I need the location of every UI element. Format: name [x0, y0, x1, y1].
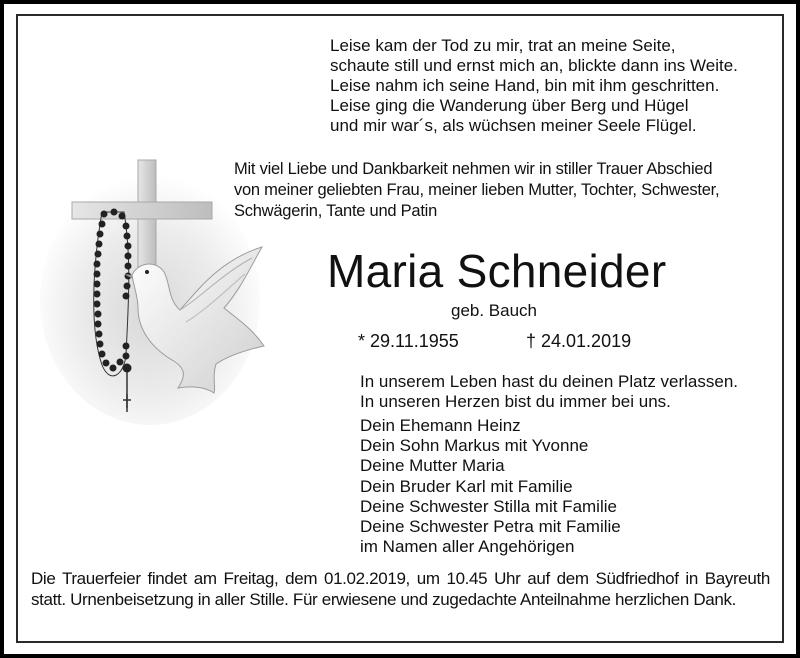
mourner-line: im Namen aller Angehörigen — [360, 537, 575, 557]
poem-line: Leise kam der Tod zu mir, trat an meine Seite, — [330, 36, 676, 55]
farewell-intro — [234, 159, 719, 222]
poem-line: Leise nahm ich seine Hand, bin mit ihm geschritten. — [330, 76, 720, 95]
mourner-line: Deine Schwester Stilla mit Familie — [360, 496, 617, 516]
intro-line: Schwägerin, Tante und Patin — [234, 202, 438, 220]
poem-line: und mir war´s, als wüchsen meiner Seele Flügel. — [330, 116, 697, 135]
poem — [330, 36, 738, 136]
mourner-line: Dein Ehemann Heinz — [360, 416, 521, 435]
mourner-line: Deine Mutter Maria — [360, 456, 505, 476]
maiden-name: geb. Bauch — [451, 301, 538, 320]
death-date: † 24.01.2019 — [526, 331, 632, 351]
mourner-line: Deine Schwester Petra mit Familie — [360, 517, 621, 537]
quote-line: In unseren Herzen bist du immer bei uns. — [360, 392, 671, 411]
mourner-line: Dein Bruder Karl mit Familie — [360, 476, 573, 496]
funeral-service-notice: Die Trauerfeier findet am Freitag, dem 01.02.2019, um 10.45 Uhr auf dem Südfriedhof in Bayreuth statt. Urnenbeisetzung in aller Stille. Für erwiesene und zugedachte Anteilnahme herzlichen Dank. — [31, 569, 770, 609]
mourner-line: Dein Sohn Markus mit Yvonne — [360, 436, 589, 456]
memorial-quote — [360, 372, 738, 412]
intro-line: Mit viel Liebe und Dankbarkeit nehmen wir in stiller Trauer Abschied — [234, 160, 713, 178]
mourners-list — [360, 416, 621, 557]
intro-line: von meiner geliebten Frau, meiner lieben Mutter, Tochter, Schwester, — [234, 181, 720, 199]
poem-line: schaute still und ernst mich an, blickte dann ins Weite. — [330, 56, 738, 75]
birth-date: * 29.11.1955 — [358, 331, 459, 351]
quote-line: In unserem Leben hast du deinen Platz verlassen. — [360, 372, 739, 391]
poem-line: Leise ging die Wanderung über Berg und Hügel — [330, 96, 689, 115]
deceased-name: Maria Schneider — [327, 245, 667, 297]
